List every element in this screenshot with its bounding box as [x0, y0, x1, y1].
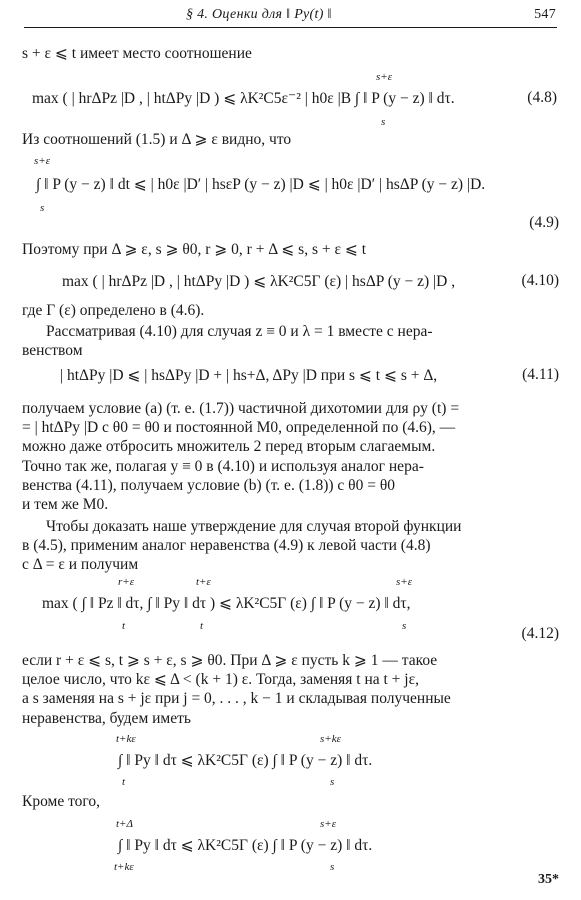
paragraph-line: Точно так же, полагая y ≡ 0 в (4.10) и используя аналог нера-	[22, 458, 424, 475]
text-line: Кроме того,	[22, 793, 101, 810]
header-title: § 4. Оценки для ‖ Py(t) ‖	[186, 7, 332, 22]
integral-upper-limit: s+kε	[320, 733, 341, 745]
equation-4-10: max ( | hrΔPz |D , | htΔPy |D ) ⩽ λK²C5Γ (ε) | hsΔP (y − z) |D ,	[62, 273, 456, 290]
equation-number: (4.11)	[522, 366, 559, 383]
paragraph-line: Чтобы доказать наше утверждение для случая второй функции	[46, 518, 462, 535]
integral-lower-limit: s	[381, 116, 386, 128]
paragraph-line: в (4.5), применим аналог неравенства (4.9) к левой части (4.8)	[22, 537, 431, 554]
paragraph-line: а s заменяя на s + jε при j = 0, . . . , k − 1 и складывая полученные	[22, 690, 451, 707]
paragraph-line: если r + ε ⩽ s, t ⩾ s + ε, s ⩾ θ0. При Δ ⩾ ε пусть k ⩾ 1 — такое	[22, 652, 438, 669]
equation-number: (4.10)	[521, 272, 559, 289]
paragraph-line: получаем условие (a) (т. е. (1.7)) частичной дихотомии для ρy (t) =	[22, 400, 460, 417]
integral-upper-limit: t+kε	[116, 733, 136, 745]
text-line: где Γ (ε) определено в (4.6).	[22, 302, 205, 319]
paragraph-line: с Δ = ε и получим	[22, 556, 139, 573]
text-line: Из соотношений (1.5) и Δ ⩾ ε видно, что	[22, 131, 292, 148]
paragraph-line: Рассматривая (4.10) для случая z ≡ 0 и λ = 1 вместе с нера-	[46, 323, 433, 340]
paragraph-line: неравенства, будем иметь	[22, 710, 191, 727]
equation-4-9: ∫ ‖ P (y − z) ‖ dt ⩽ | h0ε |D′ | hsεP (y − z) |D ⩽ | h0ε |D′ | hsΔP (y − z) |D.	[36, 176, 486, 193]
integral-upper-limit: s+ε	[34, 155, 51, 167]
text-line: s + ε ⩽ t имеет место соотношение	[22, 45, 252, 62]
header-rule	[24, 27, 557, 28]
equation-4-11: | htΔPy |D ⩽ | hsΔPy |D + | hs+Δ, ΔPy |D при s ⩽ t ⩽ s + Δ,	[60, 367, 438, 384]
integral-lower-limit: s	[330, 776, 335, 788]
paragraph-line: целое число, что kε ⩽ Δ < (k + 1) ε. Тогда, заменяя t на t + jε,	[22, 671, 419, 688]
equation-b: ∫ ‖ Py ‖ dτ ⩽ λK²C5Γ (ε) ∫ ‖ P (y − z) ‖ dτ.	[118, 837, 373, 854]
signature-mark: 35*	[538, 872, 559, 887]
equation-4-8: max ( | hrΔPz |D , | htΔPy |D ) ⩽ λK²C5ε⁻² | h0ε |B ∫ ‖ P (y − z) ‖ dτ.	[32, 90, 455, 107]
integral-upper-limit: t+ε	[196, 576, 211, 588]
integral-lower-limit: s	[330, 861, 335, 873]
integral-upper-limit: s+ε	[320, 818, 337, 830]
integral-upper-limit: r+ε	[118, 576, 135, 588]
equation-number: (4.9)	[529, 214, 559, 231]
equation-a: ∫ ‖ Py ‖ dτ ⩽ λK²C5Γ (ε) ∫ ‖ P (y − z) ‖ dτ.	[118, 752, 373, 769]
paragraph-line: можно даже отбросить множитель 2 перед вторым слагаемым.	[22, 438, 436, 455]
paragraph-line: венства (4.11), получаем условие (b) (т. е. (1.8)) с θ0 = θ0	[22, 477, 396, 494]
integral-lower-limit: s	[402, 620, 407, 632]
paragraph-line: венством	[22, 342, 83, 359]
equation-number: (4.8)	[527, 89, 557, 106]
equation-number: (4.12)	[521, 625, 559, 642]
integral-upper-limit: s+ε	[376, 71, 393, 83]
paragraph-line: = | htΔPy |D с θ0 = θ0 и постоянной M0, определенной по (4.6), —	[22, 419, 456, 436]
integral-lower-limit: t	[200, 620, 204, 632]
integral-upper-limit: s+ε	[396, 576, 413, 588]
integral-lower-limit: t	[122, 776, 126, 788]
paragraph-line: и тем же M0.	[22, 496, 109, 513]
integral-lower-limit: t	[122, 620, 126, 632]
text-line: Поэтому при Δ ⩾ ε, s ⩾ θ0, r ⩾ 0, r + Δ ⩽ s, s + ε ⩽ t	[22, 241, 367, 258]
integral-upper-limit: t+Δ	[116, 818, 133, 830]
integral-lower-limit: s	[40, 202, 45, 214]
equation-4-12: max ( ∫ ‖ Pz ‖ dτ, ∫ ‖ Py ‖ dτ ) ⩽ λK²C5Γ (ε) ∫ ‖ P (y − z) ‖ dτ,	[42, 595, 411, 612]
page-number: 547	[534, 7, 556, 22]
integral-lower-limit: t+kε	[114, 861, 134, 873]
